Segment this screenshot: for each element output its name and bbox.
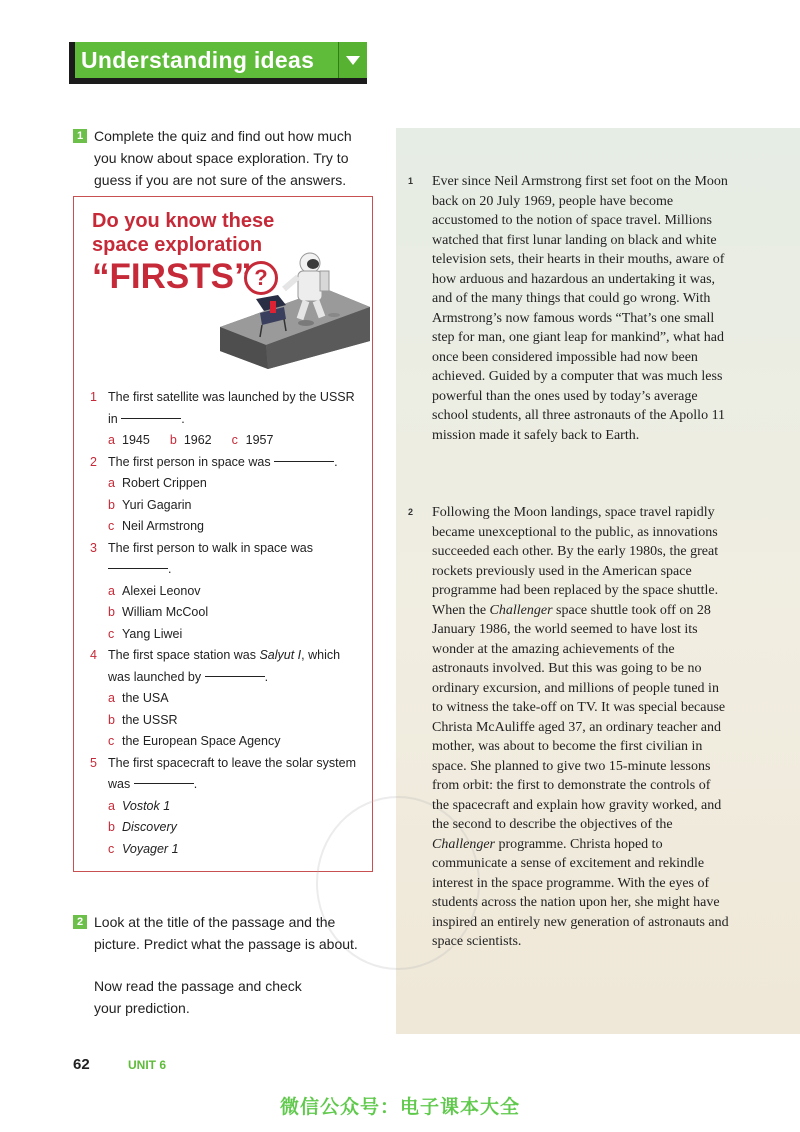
option-text: Vostok 1 <box>122 798 171 813</box>
option-letter: a <box>108 433 115 447</box>
option-text: 1962 <box>183 433 212 447</box>
task-number-1: 1 <box>73 129 87 143</box>
answer-blank[interactable] <box>108 568 168 569</box>
paragraph-text <box>432 503 730 952</box>
option-letter: c <box>231 433 238 447</box>
option-b[interactable] <box>170 430 212 452</box>
task1-line: you know about space exploration. Try to <box>94 150 349 166</box>
option-text: Neil Armstrong <box>122 519 204 533</box>
option-letter: b <box>108 605 115 619</box>
shuttle-name: Challenger <box>489 602 553 618</box>
task1-instructions <box>94 125 352 191</box>
option-a[interactable] <box>90 581 360 603</box>
option-letter: c <box>108 626 115 641</box>
quiz-title-line: space exploration <box>92 234 263 256</box>
passage-paragraph-2 <box>410 503 730 952</box>
option-letter: c <box>108 841 115 856</box>
option-text: 1957 <box>245 433 274 447</box>
quiz-question: 2 The first person in space was . <box>90 452 360 474</box>
option-letter: a <box>108 476 115 490</box>
question-continuation: was launched by . <box>108 669 269 684</box>
answer-blank[interactable] <box>134 783 194 784</box>
option-c[interactable] <box>232 430 274 452</box>
paragraph-text-part: space shuttle took off on 28 January 1986, the world seemed to have lost its wonder at the amazing achievements of the astronauts involved. But this was going to be no ordinary excursion, and millions of people tuned in to witness the take-off on TV. It was special because Christa McAuliffe aged 37, an ordinary teacher and mother, was about to become the first civilian in space. She planned to give two 15-minute lessons from orbit: the first to demonstrate the controls of the spacecraft and explain how gravity worked, and the second to describe the objectives of the <box>432 602 726 832</box>
question-text: The first person in space was <box>108 454 271 469</box>
option-text: Discovery <box>122 820 177 834</box>
question-text: was <box>108 777 131 791</box>
task-number-2: 2 <box>73 915 87 929</box>
question-text: , which <box>301 648 341 662</box>
option-b[interactable] <box>90 817 360 839</box>
option-text: 1945 <box>122 433 150 447</box>
option-a[interactable] <box>90 688 360 710</box>
option-text: Alexei Leonov <box>122 583 201 598</box>
option-letter: b <box>169 433 177 447</box>
option-a[interactable] <box>90 473 360 495</box>
option-text: Yuri Gagarin <box>122 497 192 512</box>
page-number: 62 <box>73 1056 90 1073</box>
option-letter: b <box>108 820 115 834</box>
station-name: Salyut I <box>259 648 302 662</box>
question-number: 4 <box>90 648 97 662</box>
option-text: the USSR <box>122 712 178 727</box>
paragraph-text-part: Following the Moon landings, space travel rapidly became unexceptional to the public, as innovations succeeded each other. By the early 1980s, the great rockets previously used in the American space programme had been replaced by the space shuttle. When the <box>432 505 719 618</box>
question-number: 3 <box>90 540 97 555</box>
paragraph-text: Ever since Neil Armstrong first set foot on the Moon back on 20 July 1969, people have become accustomed to the notion of space travel. Millions watched that first lunar landing on black and white television sets, their hearts in their mouths, aware of how arduous and hazardous an undertaking it was, and of the many things that could go wrong. With Armstrong’s now famous words “That’s one small step for man, one giant leap for mankind”, what had once been considered impossible had now been achieved. Guided by a computer that was much less powerful than the ones used by today’s average school students, all three astronauts of the Apollo 11 mission made it safely back to Earth. <box>432 174 728 443</box>
task1-line: Complete the quiz and find out how much <box>94 128 352 144</box>
quiz-question <box>90 538 360 560</box>
task1-line: guess if you are not sure of the answers. <box>94 172 347 188</box>
question-text: The first space station was <box>108 648 260 662</box>
wechat-caption: 微信公众号：电子课本大全 <box>279 1097 520 1118</box>
question-continuation: in . <box>108 411 185 426</box>
paragraph-number: 2 <box>408 507 414 517</box>
task2-line: Look at the title of the passage and the <box>94 914 336 930</box>
question-continuation: . <box>90 559 360 581</box>
option-text: the European Space Agency <box>122 734 281 748</box>
option-letter: a <box>108 691 115 705</box>
option-a[interactable] <box>108 430 150 452</box>
option-text: Robert Crippen <box>122 476 207 490</box>
option-c[interactable] <box>90 624 360 646</box>
option-c[interactable] <box>90 516 360 538</box>
question-continuation: was . <box>108 777 198 791</box>
unit-label: UNIT 6 <box>128 1058 167 1072</box>
option-letter: c <box>108 734 115 748</box>
quiz-box <box>73 196 373 872</box>
option-letter: c <box>108 519 115 533</box>
option-letter: a <box>108 798 115 813</box>
task2-line: Now read the passage and check <box>94 978 302 994</box>
astronaut-moon-illustration <box>214 245 370 369</box>
section-banner-fill <box>75 42 367 78</box>
option-b[interactable] <box>90 602 360 624</box>
section-title: Understanding ideas <box>81 46 315 73</box>
quiz-question <box>90 645 360 667</box>
option-letter: b <box>108 712 115 727</box>
task2-followup <box>94 975 302 1019</box>
section-banner <box>69 42 367 84</box>
option-c[interactable] <box>90 731 360 753</box>
question-number: 5 <box>90 755 97 770</box>
answer-blank[interactable] <box>121 418 181 419</box>
option-a[interactable] <box>90 796 360 818</box>
answer-blank[interactable] <box>274 461 334 462</box>
paragraph-text-part: programme. Christa hoped to communicate a sense of excitement and rekindle interest in the space programme. With the eyes of students across the nation upon her, she might have inspired an entirely new generation of astronauts and space scientists. <box>432 836 729 949</box>
shuttle-name: Challenger <box>432 836 495 852</box>
option-text: Yang Liwei <box>122 626 183 641</box>
question-mark-icon: ? <box>244 261 278 295</box>
question-number: 2 <box>90 454 97 469</box>
option-row <box>90 430 360 452</box>
task2-instructions <box>94 911 358 955</box>
option-text: Voyager 1 <box>122 841 179 856</box>
question-text: The first spacecraft to leave the solar system <box>108 755 357 770</box>
chevron-down-icon[interactable] <box>338 42 367 78</box>
quiz-title-line: Do you know these <box>92 210 275 232</box>
option-b[interactable] <box>90 710 360 732</box>
option-text: the USA <box>122 691 169 705</box>
question-text: The first satellite was launched by the USSR <box>108 390 355 404</box>
option-b[interactable] <box>90 495 360 517</box>
task2-line: your prediction. <box>94 1000 190 1016</box>
question-number: 1 <box>90 390 97 404</box>
option-text: William McCool <box>122 605 209 619</box>
task2-line: picture. Predict what the passage is about. <box>94 936 358 952</box>
quiz-firsts-heading: “FIRSTS” <box>92 257 252 296</box>
paragraph-number: 1 <box>408 176 414 186</box>
passage-paragraph-1 <box>410 172 730 445</box>
quiz-questions <box>90 387 360 860</box>
option-letter: b <box>108 497 115 512</box>
question-text: in <box>108 411 118 426</box>
question-text: was launched by <box>108 669 202 684</box>
question-text: The first person to walk in space was <box>108 540 313 555</box>
quiz-question <box>90 753 360 775</box>
quiz-question <box>90 387 360 409</box>
answer-blank[interactable] <box>205 676 265 677</box>
option-letter: a <box>108 583 115 598</box>
